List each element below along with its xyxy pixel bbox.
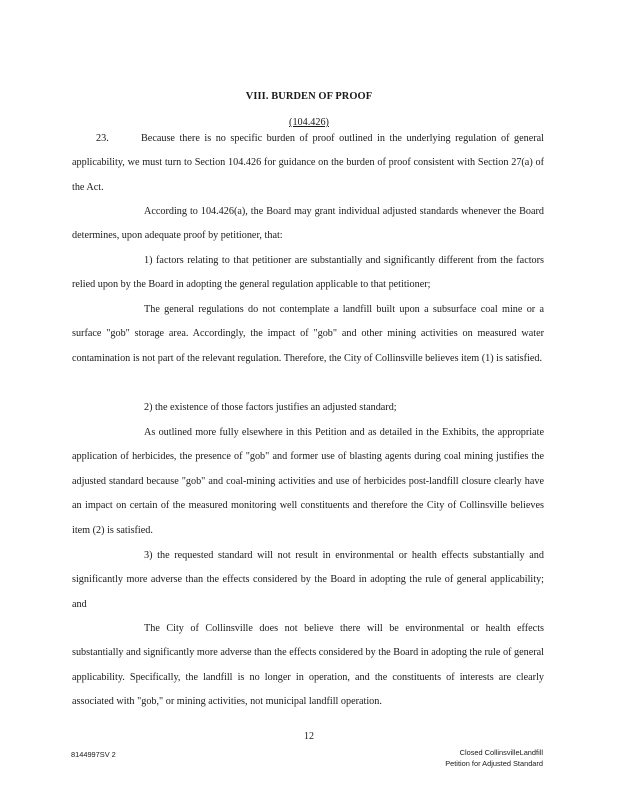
item-2-response: As outlined more fully elsewhere in this Petition and as detailed in the Exhibits, the appropriate application of herbicides, the presence of "gob" and former use of blasting agents during coal mining justifies the adjusted standard because "gob" and coal-mining activities and use of herbicides post-landfill closure clearly have an impact on certain of the measured monitoring well constituents and therefore the City of Collinsville believes item (2) is satisfied.	[72, 427, 544, 536]
page-number: 12	[304, 731, 314, 742]
footer-caption	[445, 747, 543, 769]
item-3-response: The City of Collinsville does not believe there will be environmental or health effects substantially and significantly more adverse than the effects considered by the Board in adopting the rule of general applicability. Specifically, the landfill is no longer in operation, and the constituents of interests are clearly associated with "gob," or mining activities, not municipal landfill operation.	[72, 623, 544, 708]
paragraph-according: According to 104.426(a), the Board may grant individual adjusted standards whenever the Board determines, upon adequate proof by petitioner, that:	[72, 206, 544, 242]
item-1: 1) factors relating to that petitioner are substantially and significantly different from the factors relied upon by the Board in adopting the general regulation applicable to that petitioner;	[72, 255, 544, 291]
footer-caption-line-2: Petition for Adjusted Standard	[445, 759, 543, 768]
paragraph-23-text: Because there is no specific burden of proof outlined in the underlying regulation of general applicability, we must turn to Section 104.426 for guidance on the burden of proof consistent with Section 27(a) of the Act.	[72, 133, 544, 193]
item-3: 3) the requested standard will not result in environmental or health effects substantially and significantly more adverse than the effects considered by the Board in adopting the rule of general applicability; and	[72, 550, 544, 610]
item-2: 2) the existence of those factors justifies an adjusted standard;	[144, 402, 397, 413]
item-1-response: The general regulations do not contemplate a landfill built upon a subsurface coal mine or a surface "gob" storage area. Accordingly, the impact of "gob" and other mining activities on measured water contamination is not part of the relevant regulation. Therefore, the City of Collinsville believes item (1) is satisfied.	[72, 304, 544, 364]
document-id: 8144997SV 2	[71, 750, 116, 759]
section-heading: VIII. BURDEN OF PROOF	[245, 91, 373, 102]
paragraph-23	[72, 127, 544, 200]
section-citation: (104.426)	[289, 117, 329, 128]
footer-caption-line-1: Closed CollinsvilleLandfill	[459, 748, 543, 757]
paragraph-number: 23.	[96, 133, 109, 144]
